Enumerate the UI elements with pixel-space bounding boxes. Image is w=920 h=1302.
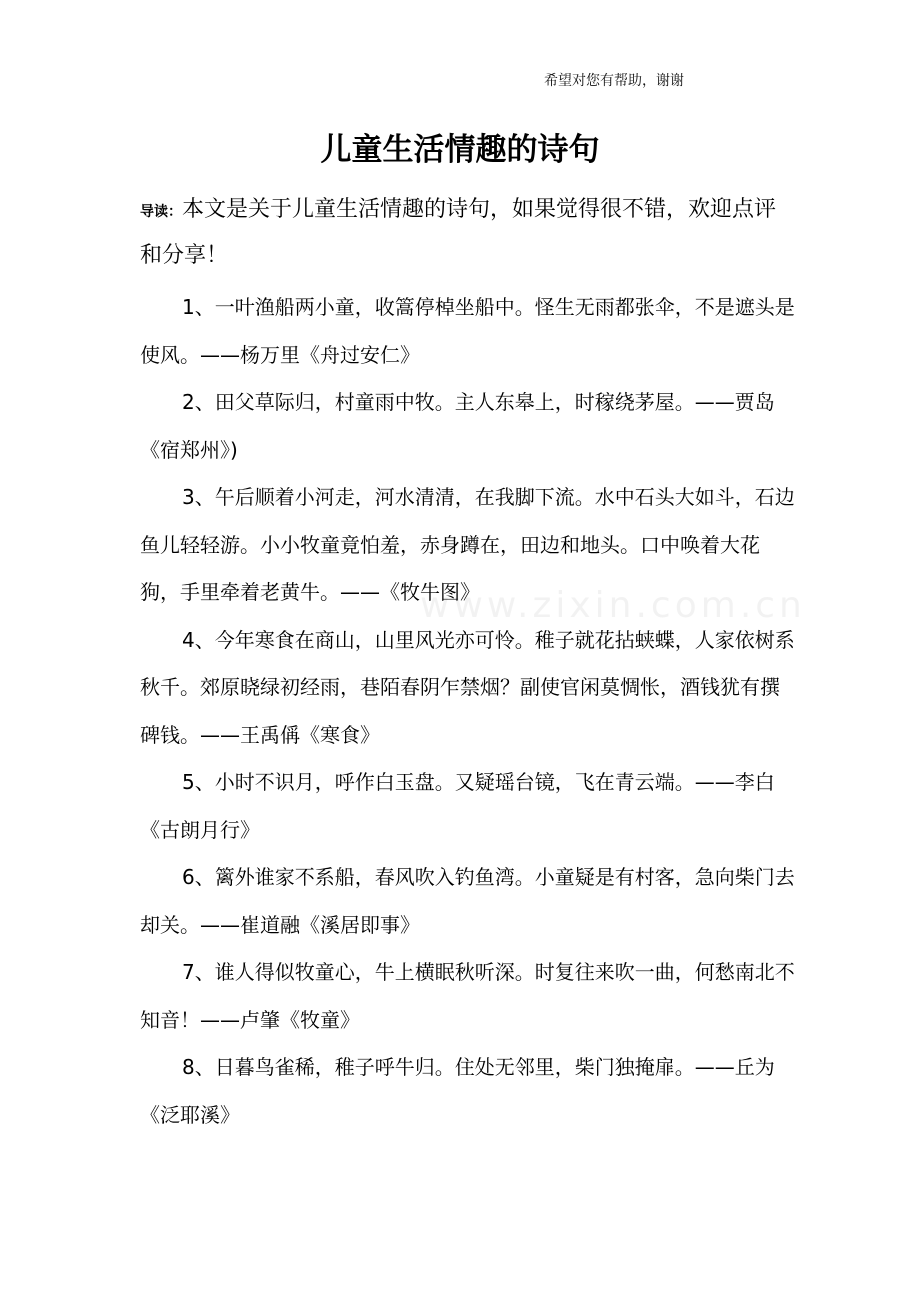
intro-label: 导读： bbox=[140, 204, 182, 220]
poem-item-6: 6、篱外谁家不系船，春风吹入钓鱼湾。小童疑是有村客，急向柴门去却关。——崔道融《溪居即事》 bbox=[140, 865, 795, 937]
document-title: 儿童生活情趣的诗句 bbox=[320, 132, 600, 168]
poem-list bbox=[140, 284, 795, 1139]
watermark: www.zixin.com.cn bbox=[420, 585, 806, 626]
poem-item-2: 2、田父草际归，村童雨中牧。主人东皋上，时稼绕茅屋。——贾岛《宿郑州》) bbox=[140, 390, 775, 462]
poem-item-7: 7、谁人得似牧童心，牛上横眠秋听深。时复往来吹一曲，何愁南北不知音！——卢肇《牧童》 bbox=[140, 960, 795, 1032]
poem-item-5: 5、小时不识月，呼作白玉盘。又疑瑶台镜，飞在青云端。——李白《古朗月行》 bbox=[140, 770, 775, 842]
header-note: 希望对您有帮助，谢谢 bbox=[544, 73, 684, 89]
poem-item-1: 1、一叶渔船两小童，收篙停棹坐船中。怪生无雨都张伞，不是遮头是使风。——杨万里《舟过安仁》 bbox=[140, 295, 795, 367]
intro-text: 本文是关于儿童生活情趣的诗句，如果觉得很不错，欢迎点评和分享！ bbox=[140, 197, 777, 268]
poem-item-3: 3、午后顺着小河走，河水清清，在我脚下流。水中石头大如斗，石边鱼儿轻轻游。小小牧童竟怕羞，赤身蹲在，田边和地头。口中唤着大花狗，手里牵着老黄牛。——《牧牛图》 bbox=[140, 485, 795, 604]
poem-item-8: 8、日暮鸟雀稀，稚子呼牛归。住处无邻里，柴门独掩扉。——丘为《泛耶溪》 bbox=[140, 1055, 775, 1127]
poem-item-4: 4、今年寒食在商山，山里风光亦可怜。稚子就花拈蛱蝶，人家依树系秋千。郊原晓绿初经雨，巷陌春阴乍禁烟？副使官闲莫惆怅，酒钱犹有撰碑钱。——王禹偁《寒食》 bbox=[140, 627, 795, 747]
intro-paragraph bbox=[140, 188, 790, 278]
